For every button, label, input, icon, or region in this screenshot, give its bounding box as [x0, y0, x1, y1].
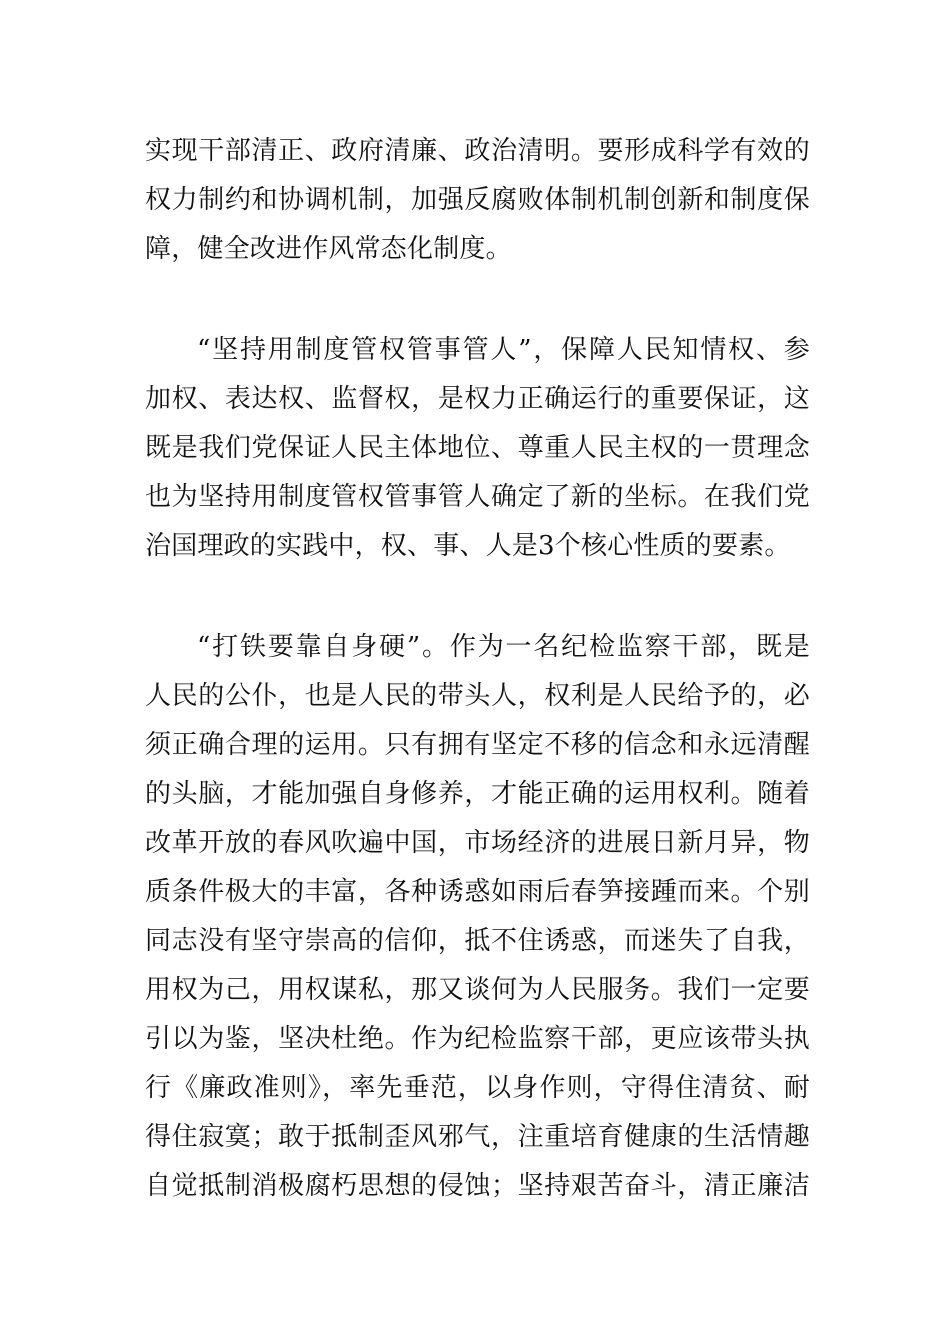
paragraph-2-line-4: 也为坚持用制度管权管事管人确定了新的坐标。在我们党 — [145, 482, 810, 512]
paragraph-3-line-9: 引以为鉴，坚决杜绝。作为纪检监察干部，更应该带头执 — [145, 1024, 810, 1054]
paragraph-3-line-4: 的头脑，才能加强自身修养，才能正确的运用权利。随着 — [145, 779, 810, 809]
paragraph-3-line-11: 得住寂寞；敢于抵制歪风邪气，注重培育健康的生活情趣 — [145, 1122, 810, 1152]
paragraph-3-line-8: 用权为己，用权谋私，那又谈何为人民服务。我们一定要 — [145, 975, 810, 1005]
paragraph-2-line-1: “坚持用制度管权管事管人”，保障人民知情权、参 — [197, 335, 810, 365]
paragraph-2-line-5: 治国理政的实践中，权、事、人是3个核心性质的要素。 — [145, 531, 791, 561]
paragraph-2-line-3: 既是我们党保证人民主体地位、尊重人民主权的一贯理念 — [145, 433, 810, 463]
paragraph-1-line-3: 障，健全改进作风常态化制度。 — [145, 234, 512, 264]
paragraph-3-line-1: “打铁要靠自身硬”。作为一名纪检监察干部，既是 — [197, 632, 810, 662]
paragraph-3-line-7: 同志没有坚守崇高的信仰，抵不住诱惑，而迷失了自我， — [145, 926, 810, 956]
paragraph-1-line-1: 实现干部清正、政府清廉、政治清明。要形成科学有效的 — [145, 136, 810, 166]
paragraph-3-line-6: 质条件极大的丰富，各种诱惑如雨后春笋接踵而来。个别 — [145, 877, 810, 907]
paragraph-3-line-12: 自觉抵制消极腐朽思想的侵蚀；坚持艰苦奋斗，清正廉洁 — [145, 1171, 810, 1201]
paragraph-3-line-3: 须正确合理的运用。只有拥有坚定不移的信念和永远清醒 — [145, 730, 810, 760]
paragraph-3-line-5: 改革开放的春风吹遍中国，市场经济的进展日新月异，物 — [145, 828, 810, 858]
paragraph-3-line-2: 人民的公仆，也是人民的带头人，权利是人民给予的，必 — [145, 681, 810, 711]
paragraph-2-line-2: 加权、表达权、监督权，是权力正确运行的重要保证，这 — [145, 384, 810, 414]
paragraph-1-line-2: 权力制约和协调机制，加强反腐败体制机制创新和制度保 — [145, 185, 810, 215]
paragraph-3-line-10: 行《廉政准则》，率先垂范，以身作则，守得住清贫、耐 — [145, 1073, 810, 1103]
